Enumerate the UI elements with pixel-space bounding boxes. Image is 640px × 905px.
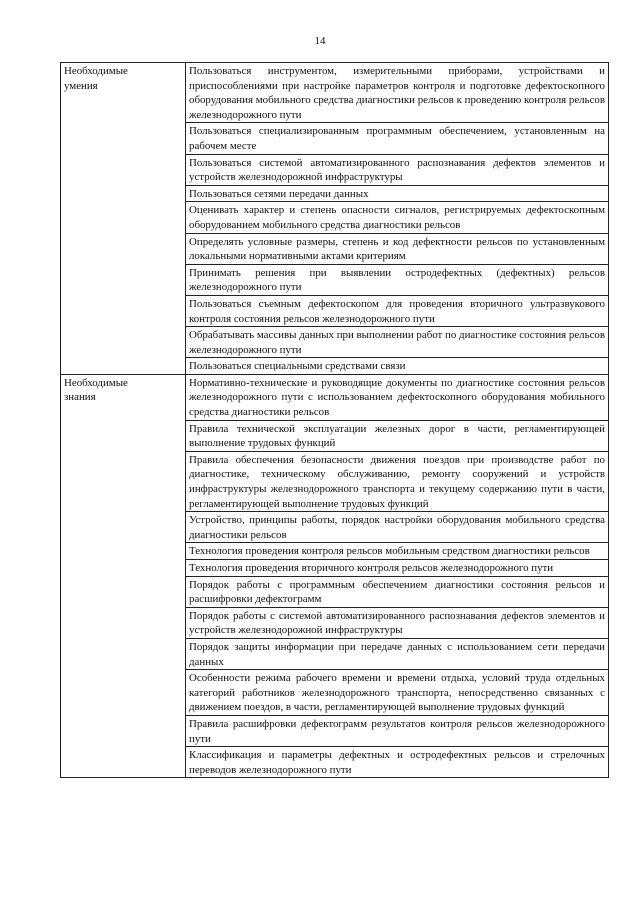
requirement-item: Правила обеспечения безопасности движения поездов при производстве работ по диагностике, техническому обслуживанию, ремонту сооружений и устройств инфраструктуры железнодорожного транспорта и текущему содержанию пути в части, регламентирующей выполнение трудовых функций: [186, 451, 609, 511]
requirement-item: Классификация и параметры дефектных и остродефектных рельсов и стрелочных переводов железнодорожного пути: [186, 747, 609, 778]
section-title-line: умения: [64, 79, 98, 92]
requirement-item: Технология проведения контроля рельсов мобильным средством диагностики рельсов: [186, 543, 609, 560]
requirement-item: Порядок защиты информации при передаче данных с использованием сети передачи данных: [186, 638, 609, 669]
requirement-item: Оценивать характер и степень опасности сигналов, регистрируемых дефектоскопным оборудованием мобильного средства диагностики рельсов: [186, 202, 609, 233]
requirement-item: Пользоваться инструментом, измерительными приборами, устройствами и приспособлениями при настройке параметров контроля и подготовке дефектоскопного оборудования мобильного средства диагностики рельсов к проведению контроля рельсов железнодорожного пути: [186, 63, 609, 123]
requirement-item: Порядок работы с системой автоматизированного распознавания дефектов элементов и устройств железнодорожной инфраструктуры: [186, 607, 609, 638]
page-number: 14: [314, 35, 326, 47]
requirement-item: Обрабатывать массивы данных при выполнении работ по диагностике состояния рельсов железнодорожного пути: [186, 327, 609, 358]
requirement-item: Порядок работы с программным обеспечением диагностики состояния рельсов и расшифровки дефектограмм: [186, 576, 609, 607]
requirement-item: Определять условные размеры, степень и код дефектности рельсов по установленным локальными нормативными актами критериям: [186, 233, 609, 264]
table-row: [61, 374, 609, 420]
requirement-item: Пользоваться съемным дефектоскопом для проведения вторичного ультразвукового контроля состояния рельсов железнодорожного пути: [186, 295, 609, 326]
requirement-item: Устройство, принципы работы, порядок настройки оборудования мобильного средства диагностики рельсов: [186, 512, 609, 543]
requirement-item: Особенности режима рабочего времени и времени отдыха, условий труда отдельных категорий работников железнодорожного транспорта, непосредственно связанных с движением поездов, в части, регламентирующей выполнение трудовых функций: [186, 670, 609, 716]
section-title-line: знания: [64, 391, 96, 404]
section-title-cell: [61, 63, 186, 375]
requirement-item: Принимать решения при выявлении остродефектных (дефектных) рельсов железнодорожного пути: [186, 264, 609, 295]
section-title-cell: [61, 374, 186, 777]
section-title-line: Необходимые: [64, 65, 128, 77]
section-title-line: Необходимые: [64, 376, 128, 389]
requirement-item: Нормативно-технические и руководящие документы по диагностике состояния рельсов железнодорожного пути с использованием дефектоскопного оборудования мобильного средства диагностики рельсов: [186, 374, 609, 420]
requirement-item: Правила расшифровки дефектограмм результатов контроля рельсов железнодорожного пути: [186, 715, 609, 746]
table-row: [61, 63, 609, 123]
requirement-item: Пользоваться сетями передачи данных: [186, 185, 609, 202]
requirements-table: [60, 62, 609, 778]
requirement-item: Пользоваться специальными средствами связи: [186, 358, 609, 375]
requirements-table-body: [61, 63, 609, 778]
requirement-item: Пользоваться специализированным программным обеспечением, установленным на рабочем месте: [186, 123, 609, 154]
requirement-item: Пользоваться системой автоматизированного распознавания дефектов элементов и устройств железнодорожной инфраструктуры: [186, 154, 609, 185]
requirement-item: Технология проведения вторичного контроля рельсов железнодорожного пути: [186, 560, 609, 577]
requirement-item: Правила технической эксплуатации железных дорог в части, регламентирующей выполнение трудовых функций: [186, 420, 609, 451]
